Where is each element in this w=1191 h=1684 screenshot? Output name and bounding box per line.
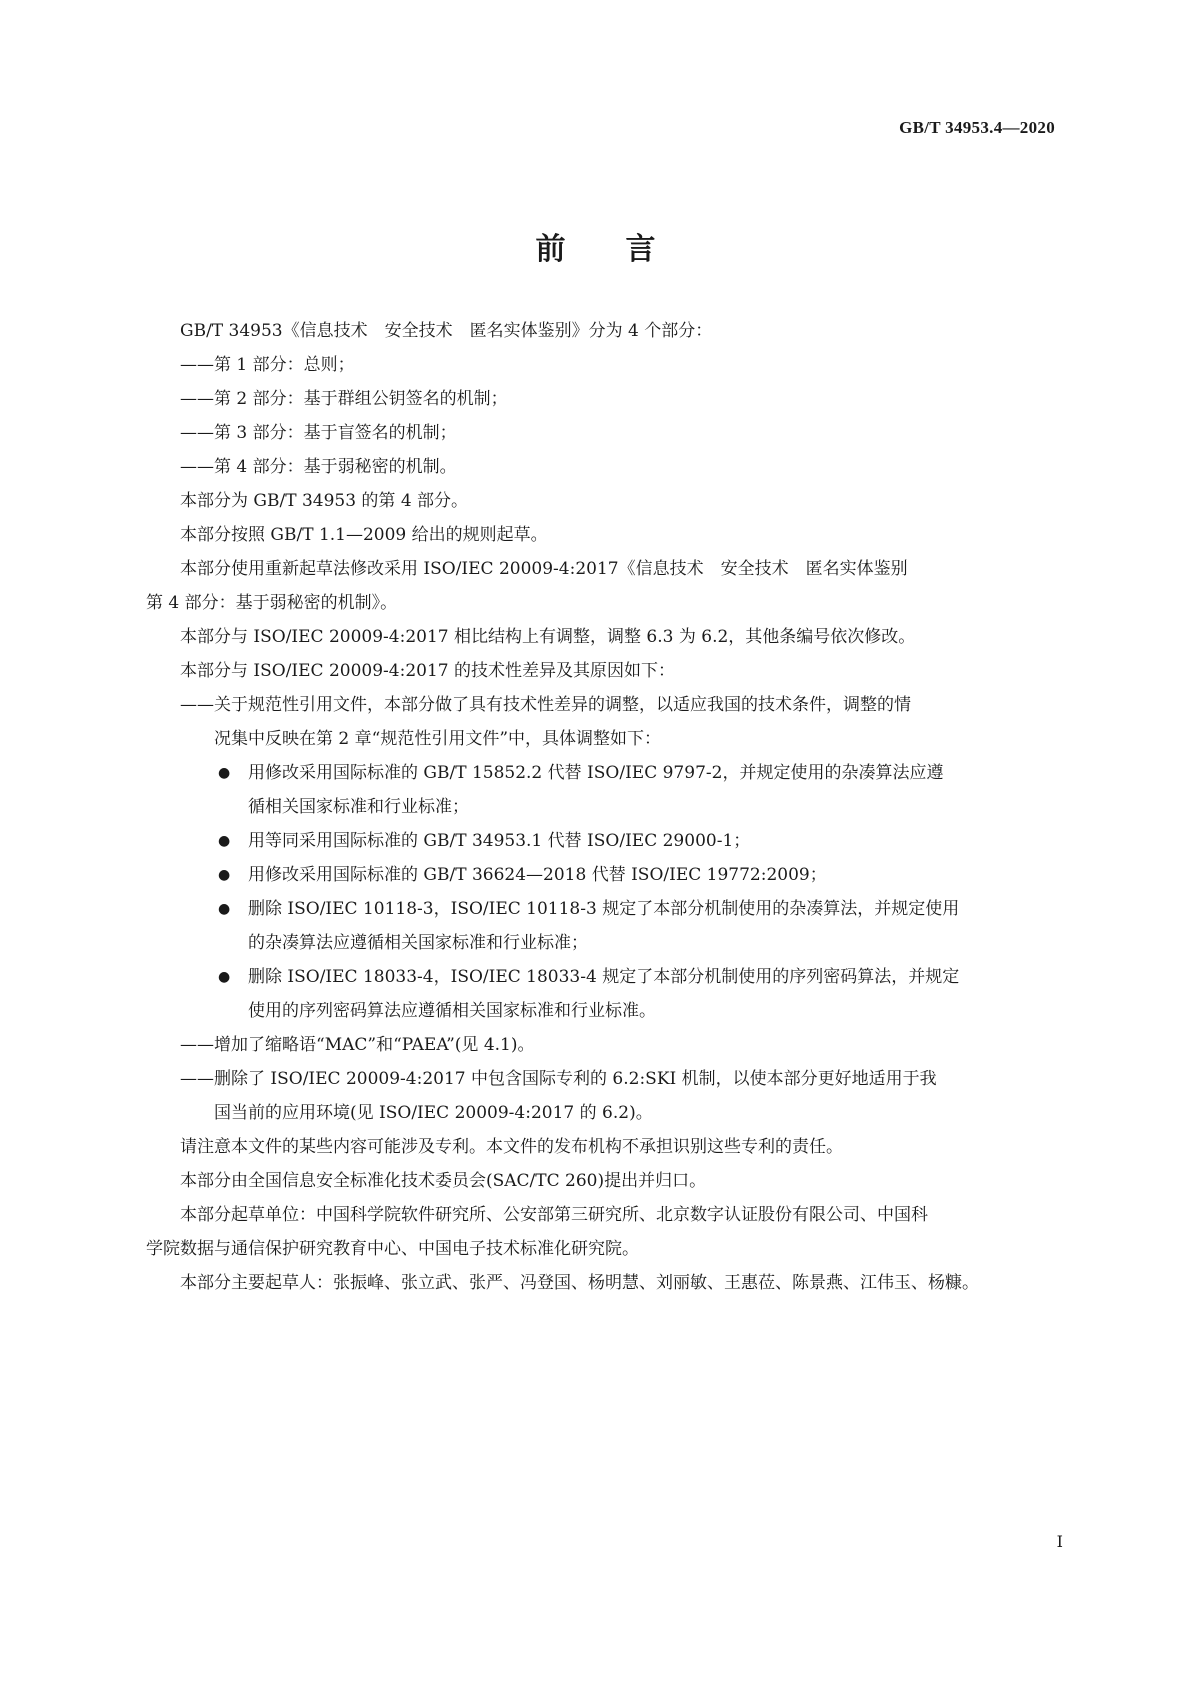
part-4-item: ——第 4 部分：基于弱秘密的机制。 bbox=[180, 457, 457, 477]
part-3-item: ——第 3 部分：基于盲签名的机制； bbox=[180, 423, 457, 443]
difference-normative-refs-1: ——关于规范性引用文件，本部分做了具有技术性差异的调整，以适应我国的技术条件，调整的情 bbox=[180, 695, 911, 715]
standard-code: GB/T 34953.4—2020 bbox=[899, 118, 1055, 137]
page-title: 前 言 bbox=[535, 232, 656, 267]
paragraph-drafting-rules: 本部分按照 GB/T 1.1—2009 给出的规则起草。 bbox=[180, 525, 548, 545]
bullet-icon: ● bbox=[218, 901, 231, 917]
bullet-text-continued: 使用的序列密码算法应遵循相关国家标准和行业标准。 bbox=[248, 1001, 656, 1021]
bullet-text: 用等同采用国际标准的 GB/T 34953.1 代替 ISO/IEC 29000-1； bbox=[248, 831, 751, 851]
difference-patent-1: ——删除了 ISO/IEC 20009-4:2017 中包含国际专利的 6.2:SKI 机制，以使本部分更好地适用于我 bbox=[180, 1069, 937, 1089]
paragraph-adoption-1: 本部分使用重新起草法修改采用 ISO/IEC 20009-4:2017《信息技术 安全技术 匿名实体鉴别 bbox=[180, 559, 908, 579]
bullet-icon: ● bbox=[218, 765, 231, 781]
paragraph-drafters: 本部分主要起草人：张振峰、张立武、张严、冯登国、杨明慧、刘丽敏、王惠莅、陈景燕、江伟玉、杨糠。 bbox=[180, 1273, 979, 1293]
paragraph-drafting-units-1: 本部分起草单位：中国科学院软件研究所、公安部第三研究所、北京数字认证股份有限公司、中国科 bbox=[180, 1205, 928, 1225]
page-number: I bbox=[1056, 1532, 1063, 1551]
bullet-text: 删除 ISO/IEC 10118-3，ISO/IEC 10118-3 规定了本部分机制使用的杂凑算法，并规定使用 bbox=[248, 899, 960, 919]
bullet-text: 用修改采用国际标准的 GB/T 15852.2 代替 ISO/IEC 9797-2，并规定使用的杂凑算法应遵 bbox=[248, 763, 944, 783]
part-1-item: ——第 1 部分：总则； bbox=[180, 355, 355, 375]
bullet-item bbox=[146, 858, 1058, 892]
paragraph-adoption-2: 第 4 部分：基于弱秘密的机制》。 bbox=[146, 593, 398, 613]
bullet-item bbox=[146, 756, 1058, 790]
bullet-text-continued: 的杂凑算法应遵循相关国家标准和行业标准； bbox=[248, 933, 588, 953]
bullet-text: 删除 ISO/IEC 18033-4，ISO/IEC 18033-4 规定了本部分机制使用的序列密码算法，并规定 bbox=[248, 967, 960, 987]
part-2-item: ——第 2 部分：基于群组公钥签名的机制； bbox=[180, 389, 508, 409]
paragraph-patent-notice: 请注意本文件的某些内容可能涉及专利。本文件的发布机构不承担识别这些专利的责任。 bbox=[180, 1137, 843, 1157]
bullet-text-continued: 循相关国家标准和行业标准； bbox=[248, 797, 469, 817]
bullet-item bbox=[146, 824, 1058, 858]
bullet-item bbox=[146, 892, 1058, 926]
bullet-icon: ● bbox=[218, 833, 231, 849]
paragraph-differences: 本部分与 ISO/IEC 20009-4:2017 的技术性差异及其原因如下： bbox=[180, 661, 675, 681]
bullet-text: 用修改采用国际标准的 GB/T 36624—2018 代替 ISO/IEC 19772:2009； bbox=[248, 865, 827, 885]
paragraph-intro: GB/T 34953《信息技术 安全技术 匿名实体鉴别》分为 4 个部分： bbox=[180, 321, 713, 341]
difference-patent-2: 国当前的应用环境(见 ISO/IEC 20009-4:2017 的 6.2)。 bbox=[214, 1103, 653, 1123]
difference-normative-refs-2: 况集中反映在第 2 章“规范性引用文件”中，具体调整如下： bbox=[214, 729, 662, 749]
bullet-icon: ● bbox=[218, 969, 231, 985]
bullet-icon: ● bbox=[218, 867, 231, 883]
bullet-item bbox=[146, 960, 1058, 994]
paragraph-structure-change: 本部分与 ISO/IEC 20009-4:2017 相比结构上有调整，调整 6.3 为 6.2，其他条编号依次修改。 bbox=[180, 627, 916, 647]
paragraph-drafting-units-2: 学院数据与通信保护研究教育中心、中国电子技术标准化研究院。 bbox=[146, 1239, 639, 1259]
foreword-body bbox=[146, 314, 1058, 1300]
paragraph-proposer: 本部分由全国信息安全标准化技术委员会(SAC/TC 260)提出并归口。 bbox=[180, 1171, 707, 1191]
paragraph-part-scope: 本部分为 GB/T 34953 的第 4 部分。 bbox=[180, 491, 469, 511]
difference-abbreviations: ——增加了缩略语“MAC”和“PAEA”(见 4.1)。 bbox=[180, 1035, 535, 1055]
